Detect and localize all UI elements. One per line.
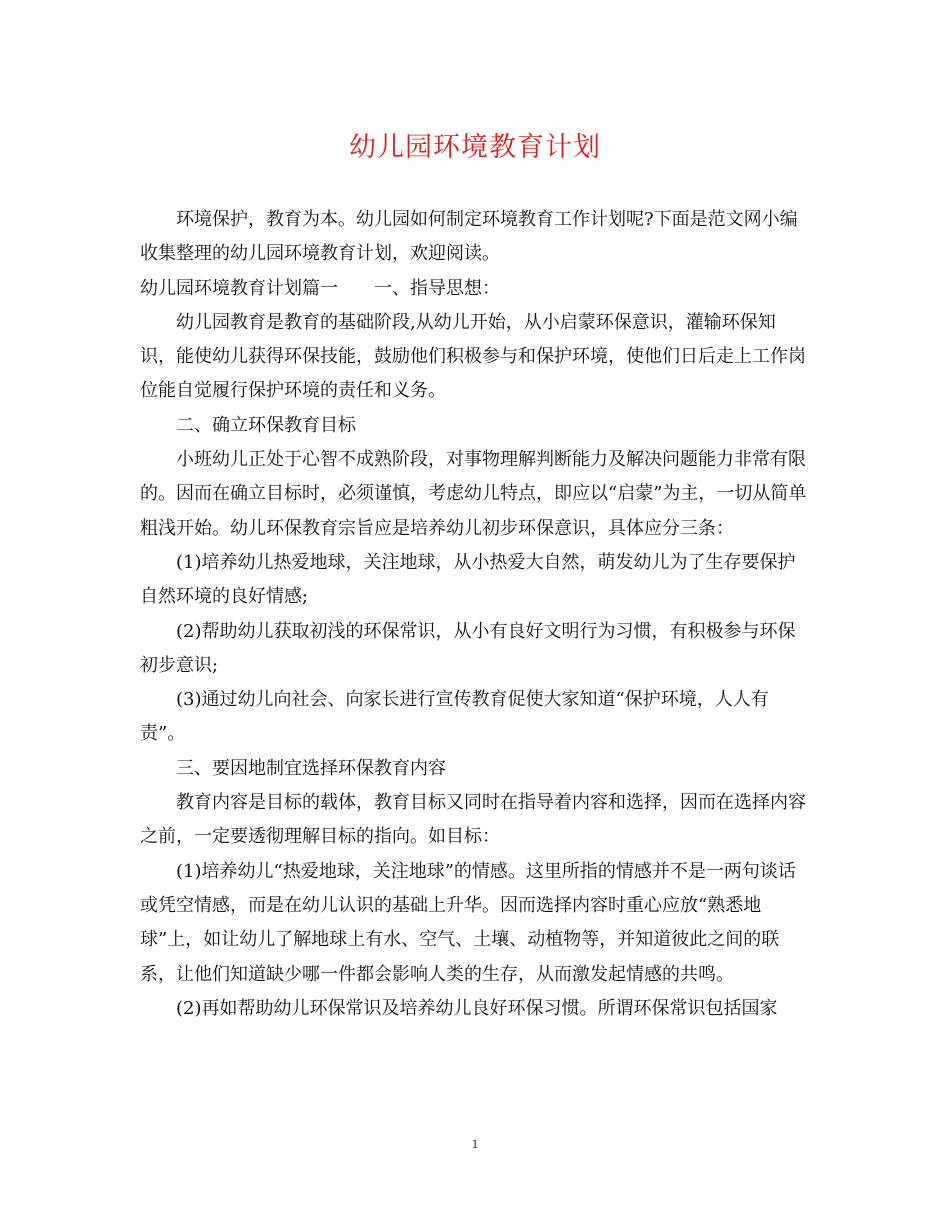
paragraph: 环境保护，教育为本。幼儿园如何制定环境教育工作计划呢?下面是范文网小编收集整理的幼儿园环境教育计划，欢迎阅读。 [140,209,798,265]
paragraph: 幼儿园环境教育计划篇一 一、指导思想： [140,277,500,299]
paragraph: (2)帮助幼儿获取初浅的环保常识，从小有良好文明行为习惯，有积极参与环保初步意识; [140,620,796,676]
paragraph: 小班幼儿正处于心智不成熟阶段，对事物理解判断能力及解决问题能力非常有限的。因而在确立目标时，必须谨慎，考虑幼儿特点，即应以“启蒙”为主，一切从简单粗浅开始。幼儿环保教育宗旨应是培养幼儿初步环保意识，具体应分三条： [140,449,807,539]
paragraph: 三、要因地制宜选择环保教育内容 [176,757,446,779]
paragraph: 二、确立环保教育目标 [176,414,356,436]
paragraph: (1)培养幼儿热爱地球，关注地球，从小热爱大自然，萌发幼儿为了生存要保护自然环境的良好情感; [140,551,796,608]
paragraph: 幼儿园教育是教育的基础阶段,从幼儿开始，从小启蒙环保意识，灌输环保知识，能使幼儿获得环保技能，鼓励他们积极参与和保护环境，使他们日后走上工作岗位能自觉履行保护环境的责任和义务。 [140,311,806,402]
paragraph: (3)通过幼儿向社会、向家长进行宣传教育促使大家知道“保护环境，人人有责”。 [140,689,769,745]
paragraph: (1)培养幼儿“热爱地球，关注地球”的情感。这里所指的情感并不是一两句谈话或凭空情感，而是在幼儿认识的基础上升华。因而选择内容时重心应放“熟悉地球”上，如让幼儿了解地球上有水、空气、土壤、动植物等，并知道彼此之间的联系，让他们知道缺少哪一件都会影响人类的生存，从而激发起情感的共鸣。 [140,860,796,985]
paragraph: 教育内容是目标的载体，教育目标又同时在指导着内容和选择，因而在选择内容之前，一定要透彻理解目标的指向。如目标： [140,792,806,848]
page-number: 1 [471,1136,479,1151]
document-title: 幼儿园环境教育计划 [349,132,601,163]
paragraph: (2)再如帮助幼儿环保常识及培养幼儿良好环保习惯。所谓环保常识包括国家 [176,997,778,1019]
document-body [140,203,810,1026]
